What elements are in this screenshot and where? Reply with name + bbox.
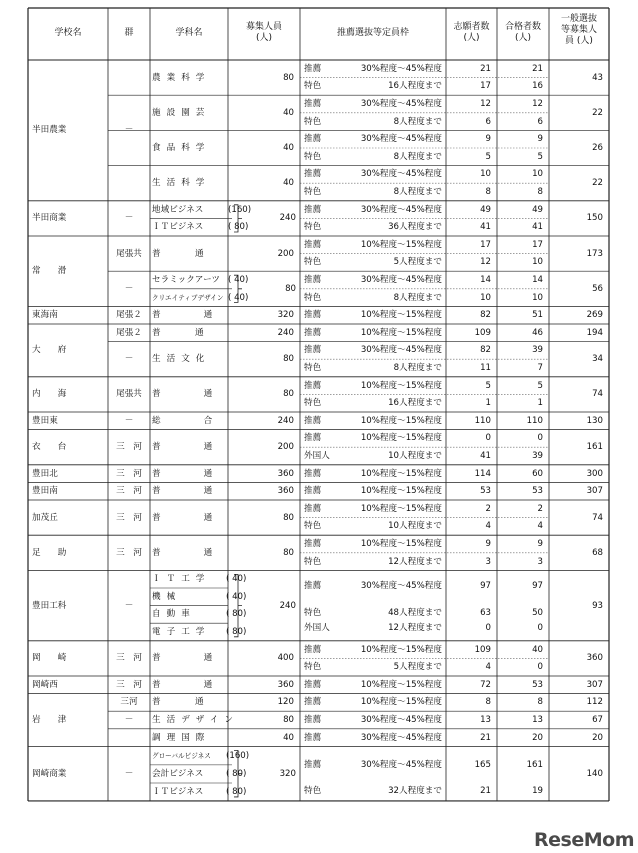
- dept-name: ＩＴビジネス: [152, 222, 204, 233]
- capacity-value: 80: [283, 512, 294, 523]
- dept-name: 生活デザイン: [152, 715, 239, 725]
- applicants-count: 4: [485, 521, 491, 532]
- dept-name: 会計ビジネス: [152, 768, 204, 779]
- passers-count: 0: [537, 662, 543, 673]
- passers-count: 9: [537, 539, 543, 549]
- rec-quota: 30%程度～45%程度: [360, 275, 442, 285]
- passers-count: 19: [532, 786, 543, 797]
- rec-type: 特色: [304, 662, 322, 673]
- school-name: 足 助: [32, 547, 67, 558]
- rec-type: 推薦: [304, 99, 322, 109]
- rec-quota: 8人程度まで: [393, 292, 442, 303]
- header-group: 群: [124, 28, 134, 38]
- general-count: 130: [586, 415, 603, 426]
- rec-type: 外国人: [304, 451, 330, 461]
- header-rec: 推薦選抜等定員枠: [336, 28, 409, 38]
- dept-name: 普 通: [152, 327, 204, 338]
- general-count: 112: [586, 697, 603, 708]
- passers-count: 20: [532, 732, 543, 743]
- capacity-value: 120: [277, 697, 294, 708]
- passers-count: 5: [537, 151, 543, 162]
- dept-name: 普 通: [152, 442, 213, 453]
- header-capacity: 募集人員 (人): [245, 22, 282, 43]
- school-name: 豊田東: [32, 415, 58, 426]
- capacity-value: 200: [277, 248, 294, 259]
- rec-type: 推薦: [304, 327, 322, 338]
- dept-name: 普 通: [152, 486, 213, 497]
- rec-quota: 12人程度まで: [388, 623, 442, 634]
- general-count: 68: [592, 547, 603, 558]
- group-name: －: [124, 213, 134, 224]
- applicants-count: 82: [480, 345, 491, 356]
- dept-name: 農業科学: [152, 72, 211, 83]
- group-name: －: [124, 600, 134, 611]
- passers-count: 97: [532, 581, 543, 592]
- rec-quota: 30%程度～45%程度: [360, 732, 442, 743]
- rec-quota: 30%程度～45%程度: [360, 134, 442, 145]
- general-count: 161: [586, 442, 603, 453]
- applicants-count: 72: [480, 679, 491, 690]
- dept-name: 電子工学: [152, 627, 211, 637]
- applicants-count: 165: [474, 759, 491, 770]
- passers-count: 13: [532, 715, 543, 725]
- dept-name: 普 通: [152, 389, 213, 400]
- dept-sub: ( 40): [226, 574, 247, 585]
- rec-quota: 10%程度～15%程度: [360, 486, 442, 497]
- group-name: －: [124, 125, 134, 136]
- school-name: 半田農業: [32, 125, 67, 136]
- rec-type: 推薦: [304, 715, 322, 725]
- rec-quota: 30%程度～45%程度: [360, 169, 442, 180]
- dept-name: 機械: [152, 591, 182, 602]
- group-name: 尾張共: [116, 389, 142, 400]
- capacity-value: 240: [279, 213, 296, 224]
- capacity-value: 40: [283, 107, 294, 118]
- passers-count: 51: [532, 310, 543, 321]
- rec-quota: 10%程度～15%程度: [360, 380, 442, 391]
- dept-sub: ( 80): [226, 768, 247, 779]
- header-passers: 合格者数 (人): [504, 22, 541, 43]
- rec-type: 特色: [304, 116, 322, 127]
- general-count: 74: [592, 389, 603, 400]
- general-count: 67: [592, 715, 603, 725]
- general-count: 307: [586, 679, 603, 690]
- school-name: 岡 崎: [32, 653, 67, 664]
- rec-type: 推薦: [304, 204, 322, 215]
- rec-type: 推薦: [304, 275, 322, 285]
- school-name: 岡崎商業: [32, 768, 67, 779]
- rec-quota: 36人程度まで: [388, 222, 442, 233]
- applicants-count: 53: [480, 486, 491, 497]
- group-name: 三 河: [116, 468, 142, 479]
- passers-count: 40: [532, 644, 543, 655]
- rec-type: 推薦: [304, 380, 322, 391]
- applicants-count: 109: [474, 644, 491, 655]
- header-school: 学校名: [54, 28, 82, 38]
- rec-type: 推薦: [304, 63, 322, 74]
- passers-count: 14: [532, 275, 543, 285]
- group-name: 尾張共: [116, 248, 142, 259]
- rec-quota: 8人程度まで: [393, 363, 442, 373]
- rec-quota: 8人程度まで: [393, 187, 442, 197]
- general-count: 307: [586, 486, 603, 497]
- dept-sub: ( 80): [226, 609, 247, 620]
- school-name: 岡崎西: [32, 679, 58, 690]
- dept-name: セラミックアーツ: [152, 275, 220, 285]
- dept-name: 普 通: [152, 310, 213, 321]
- capacity-value: 240: [279, 600, 296, 611]
- capacity-value: 200: [277, 442, 294, 453]
- passers-count: 16: [532, 81, 543, 92]
- school-name: 豊田工科: [32, 600, 67, 611]
- rec-quota: 30%程度～45%程度: [360, 581, 442, 592]
- rec-type: 推薦: [304, 239, 322, 250]
- rec-type: 特色: [304, 786, 322, 797]
- capacity-value: 40: [283, 732, 294, 743]
- passers-count: 49: [532, 204, 543, 215]
- rec-type: 特色: [304, 521, 322, 532]
- dept-name: クリエイティブデザイン: [152, 293, 224, 302]
- capacity-value: 400: [277, 653, 294, 664]
- passers-count: 7: [537, 363, 543, 373]
- general-count: 74: [592, 512, 603, 523]
- passers-count: 21: [532, 63, 543, 74]
- passers-count: 60: [532, 468, 543, 479]
- general-count: 20: [592, 732, 603, 743]
- general-count: 34: [592, 354, 603, 365]
- applicants-count: 41: [480, 451, 491, 461]
- general-count: 269: [586, 310, 603, 321]
- general-count: 300: [586, 468, 603, 479]
- dept-sub: ( 40): [226, 591, 247, 602]
- group-name: －: [124, 354, 134, 365]
- rec-type: 推薦: [304, 644, 322, 655]
- dept-name: 普 通: [152, 697, 204, 708]
- school-name: 豊田北: [32, 468, 58, 479]
- school-name: 内 海: [32, 389, 67, 400]
- capacity-value: 80: [283, 547, 294, 558]
- rec-type: 特色: [304, 607, 322, 618]
- rec-type: 推薦: [304, 697, 322, 708]
- dept-name: 生活文化: [152, 354, 211, 365]
- general-count: 56: [592, 283, 603, 294]
- rec-quota: 8人程度まで: [393, 116, 442, 127]
- rec-quota: 10%程度～15%程度: [360, 468, 442, 479]
- passers-count: 0: [537, 623, 543, 634]
- rec-quota: 10%程度～15%程度: [360, 239, 442, 250]
- applicants-count: 9: [485, 539, 491, 549]
- capacity-value: 360: [277, 468, 294, 479]
- applicants-count: 5: [485, 151, 491, 162]
- applicants-count: 97: [480, 581, 491, 592]
- general-count: 194: [586, 327, 603, 338]
- group-name: 尾張２: [116, 310, 142, 321]
- rec-type: 推薦: [304, 415, 322, 426]
- rec-quota: 10%程度～15%程度: [360, 539, 442, 549]
- dept-name: 普 通: [152, 512, 213, 523]
- passers-count: 53: [532, 486, 543, 497]
- rec-type: 推薦: [304, 732, 322, 743]
- rec-type: 推薦: [304, 486, 322, 497]
- capacity-value: 240: [277, 415, 294, 426]
- applicants-count: 82: [480, 310, 491, 321]
- passers-count: 3: [537, 556, 543, 567]
- applicants-count: 2: [485, 503, 491, 514]
- general-count: 22: [592, 178, 603, 189]
- passers-count: 8: [537, 187, 543, 197]
- rec-quota: 10%程度～15%程度: [360, 679, 442, 690]
- applicants-count: 21: [480, 63, 491, 74]
- passers-count: 110: [526, 415, 543, 426]
- applicants-count: 13: [480, 715, 491, 725]
- capacity-value: 80: [283, 354, 294, 365]
- rec-type: 特色: [304, 81, 322, 92]
- rec-type: 特色: [304, 151, 322, 162]
- passers-count: 6: [537, 116, 543, 127]
- applicants-count: 21: [480, 786, 491, 797]
- dept-name: 食品科学: [152, 143, 211, 153]
- general-count: 150: [586, 213, 603, 224]
- rec-type: 特色: [304, 222, 322, 233]
- dept-name: 調理国際: [152, 732, 211, 743]
- dept-name: 地域ビジネス: [152, 204, 204, 215]
- group-name: 三 河: [116, 679, 142, 690]
- rec-quota: 32人程度まで: [388, 786, 442, 797]
- applicants-count: 6: [485, 116, 491, 127]
- rec-quota: 12人程度まで: [388, 556, 442, 567]
- capacity-value: 80: [285, 283, 296, 294]
- rec-quota: 5人程度まで: [393, 257, 442, 268]
- capacity-value: 80: [283, 72, 294, 83]
- rec-quota: 10%程度～15%程度: [360, 327, 442, 338]
- passers-count: 161: [526, 759, 543, 770]
- rec-type: 外国人: [304, 623, 330, 634]
- passers-count: 4: [537, 521, 543, 532]
- dept-name: 総 合: [152, 415, 213, 426]
- passers-count: 39: [532, 451, 543, 461]
- rec-type: 推薦: [304, 759, 322, 770]
- dept-name: 生活科学: [152, 178, 211, 189]
- rec-type: 推薦: [304, 581, 322, 592]
- school-name: 衣 台: [32, 442, 67, 453]
- applicants-count: 12: [480, 257, 491, 268]
- group-name: 三 河: [116, 547, 142, 558]
- dept-name: 自動車: [152, 609, 196, 620]
- school-name: 加茂丘: [32, 512, 58, 523]
- general-count: 360: [586, 653, 603, 664]
- header-applicants: 志願者数 (人): [453, 22, 490, 43]
- group-name: 三河: [120, 697, 138, 708]
- capacity-value: 320: [277, 310, 294, 321]
- capacity-value: 360: [277, 679, 294, 690]
- applicants-count: 63: [480, 607, 491, 618]
- capacity-value: 40: [283, 178, 294, 189]
- group-name: －: [124, 768, 134, 779]
- rec-quota: 10%程度～15%程度: [360, 433, 442, 444]
- dept-name: 普 通: [152, 653, 213, 664]
- group-name: 尾張２: [116, 327, 142, 338]
- capacity-value: 360: [277, 486, 294, 497]
- passers-count: 46: [532, 327, 543, 338]
- dept-name: 普 通: [152, 468, 213, 479]
- dept-name: 普 通: [152, 547, 213, 558]
- rec-type: 特色: [304, 187, 322, 197]
- passers-count: 10: [532, 169, 543, 180]
- applicants-count: 0: [485, 433, 491, 444]
- passers-count: 9: [537, 134, 543, 145]
- applicants-count: 21: [480, 732, 491, 743]
- passers-count: 41: [532, 222, 543, 233]
- rec-quota: 8人程度まで: [393, 151, 442, 162]
- rec-type: 特色: [304, 292, 322, 303]
- rec-type: 推薦: [304, 679, 322, 690]
- applicants-count: 0: [485, 623, 491, 634]
- capacity-value: 320: [279, 768, 296, 779]
- applicants-count: 8: [485, 697, 491, 708]
- applicants-count: 12: [480, 99, 491, 109]
- rec-type: 特色: [304, 257, 322, 268]
- group-name: 三 河: [116, 653, 142, 664]
- applicants-count: 4: [485, 662, 491, 673]
- general-count: 140: [586, 768, 603, 779]
- capacity-value: 240: [277, 327, 294, 338]
- general-count: 93: [592, 600, 603, 611]
- dept-sub: ( 80): [226, 627, 247, 637]
- dept-sub: ( 80): [226, 786, 247, 797]
- rec-type: 推薦: [304, 433, 322, 444]
- general-count: 173: [586, 248, 603, 259]
- rec-quota: 30%程度～45%程度: [360, 63, 442, 74]
- applicants-count: 17: [480, 239, 491, 250]
- general-count: 26: [592, 143, 603, 153]
- school-name: 半田商業: [32, 213, 67, 224]
- rec-type: 推薦: [304, 134, 322, 145]
- group-name: －: [124, 715, 134, 725]
- applicants-count: 10: [480, 292, 491, 303]
- applicants-count: 114: [474, 468, 491, 479]
- passers-count: 50: [532, 607, 543, 618]
- rec-quota: 16人程度まで: [388, 398, 442, 409]
- school-name: 東海南: [32, 310, 58, 321]
- rec-type: 特色: [304, 398, 322, 409]
- applicants-count: 17: [480, 81, 491, 92]
- rec-type: 推薦: [304, 503, 322, 514]
- applicants-count: 14: [480, 275, 491, 285]
- general-count: 22: [592, 107, 603, 118]
- passers-count: 17: [532, 239, 543, 250]
- rec-quota: 16人程度まで: [388, 81, 442, 92]
- passers-count: 2: [537, 503, 543, 514]
- applicants-count: 41: [480, 222, 491, 233]
- applicants-count: 109: [474, 327, 491, 338]
- capacity-value: 40: [283, 143, 294, 153]
- passers-count: 8: [537, 697, 543, 708]
- passers-count: 10: [532, 292, 543, 303]
- dept-name: 施設園芸: [152, 107, 211, 118]
- dept-sub: ( 40): [228, 275, 249, 285]
- group-name: －: [124, 415, 134, 426]
- rec-quota: 10%程度～15%程度: [360, 503, 442, 514]
- school-name: 岩 津: [32, 715, 67, 725]
- passers-count: 1: [537, 398, 543, 409]
- applicants-count: 3: [485, 556, 491, 567]
- rec-quota: 30%程度～45%程度: [360, 759, 442, 770]
- rec-quota: 10%程度～15%程度: [360, 310, 442, 321]
- applicants-count: 9: [485, 134, 491, 145]
- rec-quota: 30%程度～45%程度: [360, 204, 442, 215]
- rec-type: 推薦: [304, 169, 322, 180]
- passers-count: 39: [532, 345, 543, 356]
- dept-name: 普 通: [152, 679, 213, 690]
- dept-name: ＩＴビジネス: [152, 786, 204, 797]
- rec-type: 推薦: [304, 345, 322, 356]
- rec-type: 推薦: [304, 310, 322, 321]
- school-name: 豊田南: [32, 486, 58, 497]
- general-count: 43: [592, 72, 603, 83]
- group-name: 三 河: [116, 442, 142, 453]
- rec-type: 特色: [304, 556, 322, 567]
- passers-count: 5: [537, 380, 543, 391]
- passers-count: 10: [532, 257, 543, 268]
- dept-sub: ( 80): [228, 222, 249, 233]
- resemom-logo: ReseMom: [534, 829, 634, 851]
- rec-quota: 30%程度～45%程度: [360, 345, 442, 356]
- group-name: －: [124, 283, 134, 294]
- capacity-value: 80: [283, 389, 294, 400]
- header-dept: 学科名: [175, 28, 203, 38]
- group-name: 三 河: [116, 512, 142, 523]
- rec-quota: 30%程度～45%程度: [360, 99, 442, 109]
- rec-type: 推薦: [304, 539, 322, 549]
- dept-sub: (160): [226, 750, 250, 761]
- applicants-count: 11: [480, 363, 491, 373]
- applicants-count: 49: [480, 204, 491, 215]
- capacity-value: 80: [283, 715, 294, 725]
- applicants-count: 8: [485, 187, 491, 197]
- rec-quota: 48人程度まで: [388, 607, 442, 618]
- rec-quota: 10人程度まで: [388, 451, 442, 461]
- rec-quota: 10%程度～15%程度: [360, 415, 442, 426]
- school-name: 常 滑: [32, 266, 67, 277]
- dept-name: グローバルビジネス: [152, 751, 211, 760]
- rec-quota: 10%程度～15%程度: [360, 644, 442, 655]
- dept-sub: (160): [228, 204, 252, 215]
- passers-count: 12: [532, 99, 543, 109]
- applicants-count: 5: [485, 380, 491, 391]
- dept-name: 普 通: [152, 248, 204, 259]
- rec-type: 推薦: [304, 468, 322, 479]
- rec-quota: 5人程度まで: [393, 662, 442, 673]
- applicants-count: 10: [480, 169, 491, 180]
- dept-name: ＩＴ工学: [152, 574, 211, 585]
- header-general: 一般選抜 等募集人 員 (人): [560, 14, 597, 46]
- school-name: 大 府: [32, 345, 67, 356]
- passers-count: 53: [532, 679, 543, 690]
- rec-quota: 30%程度～45%程度: [360, 715, 442, 725]
- applicants-count: 110: [474, 415, 491, 426]
- rec-type: 特色: [304, 363, 322, 373]
- applicants-count: 1: [485, 398, 491, 409]
- rec-quota: 10人程度まで: [388, 521, 442, 532]
- dept-sub: ( 40): [228, 292, 249, 303]
- passers-count: 0: [537, 433, 543, 444]
- group-name: 三 河: [116, 486, 142, 497]
- rec-quota: 10%程度～15%程度: [360, 697, 442, 708]
